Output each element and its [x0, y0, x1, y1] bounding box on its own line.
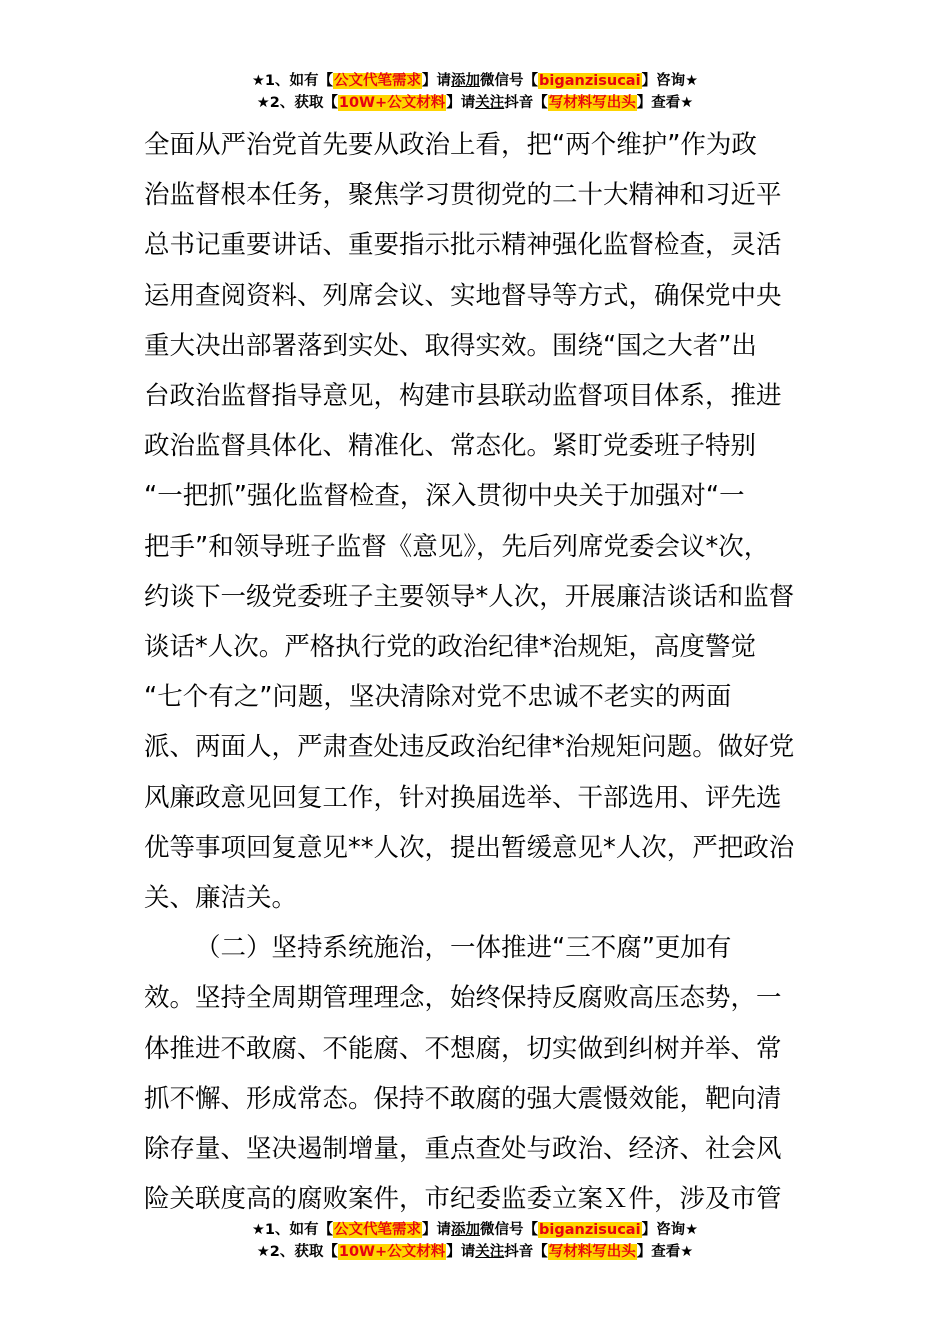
text-line: 派、两面人，严肃查处违反政治纪律*治规矩问题。做好党 — [144, 732, 795, 763]
text-line: 全面从严治党首先要从政治上看，把“两个维护”作为政 — [144, 130, 757, 160]
banner-line-2: ★2、获取【10W+公文材料】请关注抖音【写材料写出头】查看★ — [256, 1244, 694, 1260]
douyin-account: 写材料写出头 — [548, 1244, 636, 1260]
banner-highlight: 10W+公文材料 — [338, 95, 446, 111]
text-line: 除存量、坚决遏制增量，重点查处与政治、经济、社会风 — [144, 1134, 782, 1165]
header-banner — [0, 70, 950, 114]
text-line: 重大决出部署落到实处、取得实效。围绕“国之大者”出 — [144, 330, 757, 361]
section-heading-line: （二）坚持系统施治，一体推进“三不腐”更加有 — [195, 933, 732, 964]
banner-highlight: 10W+公文材料 — [338, 1244, 446, 1260]
text-line: 谈话*人次。严格执行党的政治纪律*治规矩，高度警觉 — [144, 632, 757, 663]
text-line: “一把抓”强化监督检查，深入贯彻中央关于加强对“一 — [144, 481, 745, 512]
text-line: 优等事项回复意见**人次，提出暂缓意见*人次，严把政治 — [144, 832, 795, 863]
text-line: 抓不懈、形成常态。保持不敢腐的强大震慑效能，靶向清 — [144, 1083, 782, 1114]
text-line: 政治监督具体化、精准化、常态化。紧盯党委班子特别 — [144, 431, 757, 462]
footer-banner — [0, 1219, 950, 1263]
text-line: 风廉政意见回复工作，针对换届选举、干部选用、评先选 — [144, 782, 782, 813]
banner-line-1: ★1、如有【公文代笔需求】请添加微信号【biganzisucai】咨询★ — [251, 73, 699, 89]
text-line: 效。坚持全周期管理理念，始终保持反腐败高压态势，一 — [144, 983, 782, 1014]
text-line: 约谈下一级党委班子主要领导*人次，开展廉洁谈话和监督 — [144, 581, 795, 612]
text-line: 把手”和领导班子监督《意见》，先后列席党委会议*次， — [144, 531, 770, 562]
banner-highlight: 公文代笔需求 — [334, 73, 422, 89]
wechat-id: biganzisucai — [539, 1222, 641, 1238]
document-body — [144, 120, 806, 1224]
text-line: 总书记重要讲话、重要指示批示精神强化监督检查，灵活 — [144, 230, 782, 261]
text-line: 台政治监督指导意见，构建市县联动监督项目体系，推进 — [144, 381, 782, 412]
banner-line-1: ★1、如有【公文代笔需求】请添加微信号【biganzisucai】咨询★ — [251, 1222, 699, 1238]
text-line: 治监督根本任务，聚焦学习贯彻党的二十大精神和习近平 — [144, 180, 782, 211]
banner-line-2: ★2、获取【10W+公文材料】请关注抖音【写材料写出头】查看★ — [256, 95, 694, 111]
paragraph-section-2 — [144, 923, 806, 1224]
banner-highlight: 公文代笔需求 — [334, 1222, 422, 1238]
text-line: 关、廉洁关。 — [144, 883, 298, 914]
paragraph-political-supervision — [144, 120, 806, 923]
wechat-id: biganzisucai — [539, 73, 641, 89]
text-line: 运用查阅资料、列席会议、实地督导等方式，确保党中央 — [144, 280, 782, 311]
text-line: 险关联度高的腐败案件，市纪委监委立案Ｘ件，涉及市管 — [144, 1184, 782, 1215]
text-line: “七个有之”问题，坚决清除对党不忠诚不老实的两面 — [144, 682, 732, 713]
douyin-account: 写材料写出头 — [548, 95, 636, 111]
text-line: 体推进不敢腐、不能腐、不想腐，切实做到纠树并举、常 — [144, 1033, 782, 1064]
